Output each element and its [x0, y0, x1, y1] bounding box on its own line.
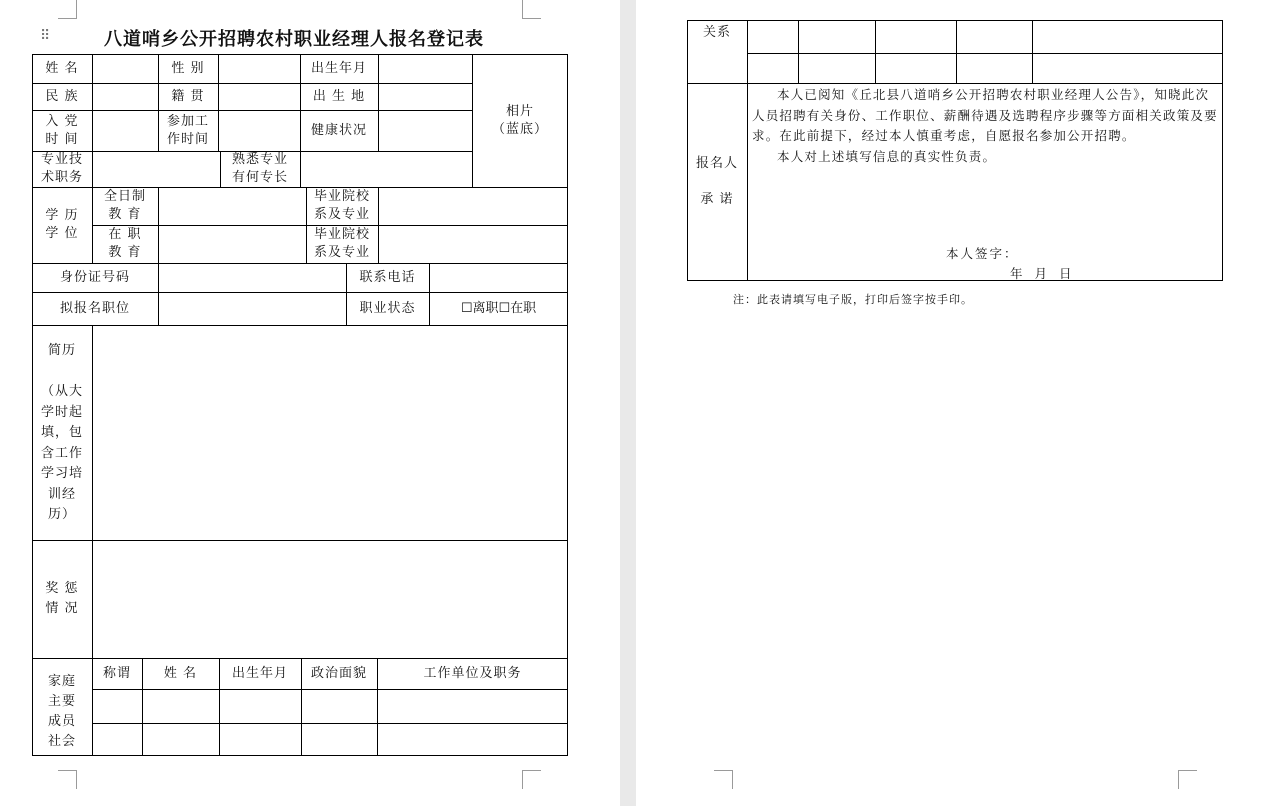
position-field[interactable] [158, 292, 346, 325]
name-field[interactable] [92, 54, 158, 83]
family-header-name: 姓 名 [163, 665, 198, 681]
label-rewards: 奖 惩 情 况 [45, 581, 79, 616]
page-title: 八道哨乡公开招聘农村职业经理人报名登记表 [104, 29, 484, 50]
label-inservice: 在 职 教 育 [108, 227, 142, 260]
label-birthplace: 出 生 地 [312, 88, 366, 104]
birth-month-field[interactable] [378, 54, 472, 83]
gender-field[interactable] [218, 54, 300, 83]
label-specialty: 熟悉专业 有何专长 [231, 152, 288, 185]
resume-field[interactable] [92, 325, 568, 540]
family-header-political: 政治面貌 [310, 665, 367, 681]
label-gender: 性 别 [171, 60, 205, 76]
photo-box[interactable]: 相片 （蓝底） [491, 103, 548, 137]
label-ethnicity: 民 族 [45, 88, 79, 104]
label-health: 健康状况 [310, 122, 367, 138]
school-major-fulltime-field[interactable] [378, 187, 568, 225]
footnote: 注：此表请填写电子版，打印后签字按手印。 [733, 293, 973, 306]
native-place-field[interactable] [218, 83, 300, 110]
drag-handle-icon[interactable]: ⠿ [40, 28, 51, 44]
date-label: 年 月 日 [1010, 266, 1076, 281]
id-number-field[interactable] [158, 263, 346, 292]
inservice-field[interactable] [158, 225, 306, 263]
label-native-place: 籍 贯 [171, 88, 205, 104]
specialty-field[interactable] [300, 151, 472, 187]
label-phone: 联系电话 [359, 269, 416, 285]
job-status-checkboxes[interactable]: ☐离职☐在职 [460, 300, 537, 316]
birthplace-field[interactable] [378, 83, 472, 110]
label-name: 姓 名 [45, 60, 79, 76]
label-applicant-promise: 报名人 承 诺 [695, 156, 738, 207]
label-family: 家庭 主要 成员 社会 [47, 673, 76, 749]
health-field[interactable] [378, 110, 472, 151]
promise-paragraph-2: 本人对上述填写信息的真实性负责。 [777, 148, 997, 164]
promise-text [752, 85, 1220, 167]
school-major-inservice-field[interactable] [378, 225, 568, 263]
rewards-field[interactable] [92, 540, 568, 658]
label-resume: 简历 （从大 学时起 填，包 含工作 学习培 训经 历） [40, 343, 83, 522]
family-header-birth: 出生年月 [231, 665, 288, 681]
fulltime-field[interactable] [158, 187, 306, 225]
family-header-title: 称谓 [102, 665, 131, 681]
promise-paragraph-1: 本人已阅知《丘北县八道哨乡公开招聘农村职业经理人公告》，知晓此次人员招聘有关身份、工作职位、薪酬待遇及选聘程序步骤等方面相关政策及要求。在此前提下，经过本人慎重考虑，自愿报名参加公开招聘。 [752, 87, 1218, 143]
signature-label: 本人签字： [946, 246, 1019, 261]
phone-field[interactable] [429, 263, 568, 292]
label-relation: 关系 [702, 24, 731, 40]
label-id-number: 身份证号码 [59, 269, 130, 285]
label-fulltime: 全日制 教 育 [103, 189, 146, 222]
label-school-major-fulltime: 毕业院校 系及专业 [313, 189, 370, 222]
label-work-start: 参加工 作时间 [166, 113, 209, 147]
family-header-workplace: 工作单位及职务 [423, 665, 522, 681]
work-start-field[interactable] [218, 110, 300, 151]
ethnicity-field[interactable] [92, 83, 158, 110]
label-prof-title: 专业技 术职务 [40, 152, 83, 185]
label-birth-month: 出生年月 [310, 60, 367, 76]
label-school-major-inservice: 毕业院校 系及专业 [313, 227, 370, 260]
party-time-field[interactable] [92, 110, 158, 151]
label-job-status: 职业状态 [359, 300, 416, 316]
label-position: 拟报名职位 [59, 300, 130, 316]
prof-title-field[interactable] [92, 151, 220, 187]
label-education: 学 历 学 位 [45, 208, 79, 241]
label-party-time: 入 党 时 间 [45, 113, 79, 147]
